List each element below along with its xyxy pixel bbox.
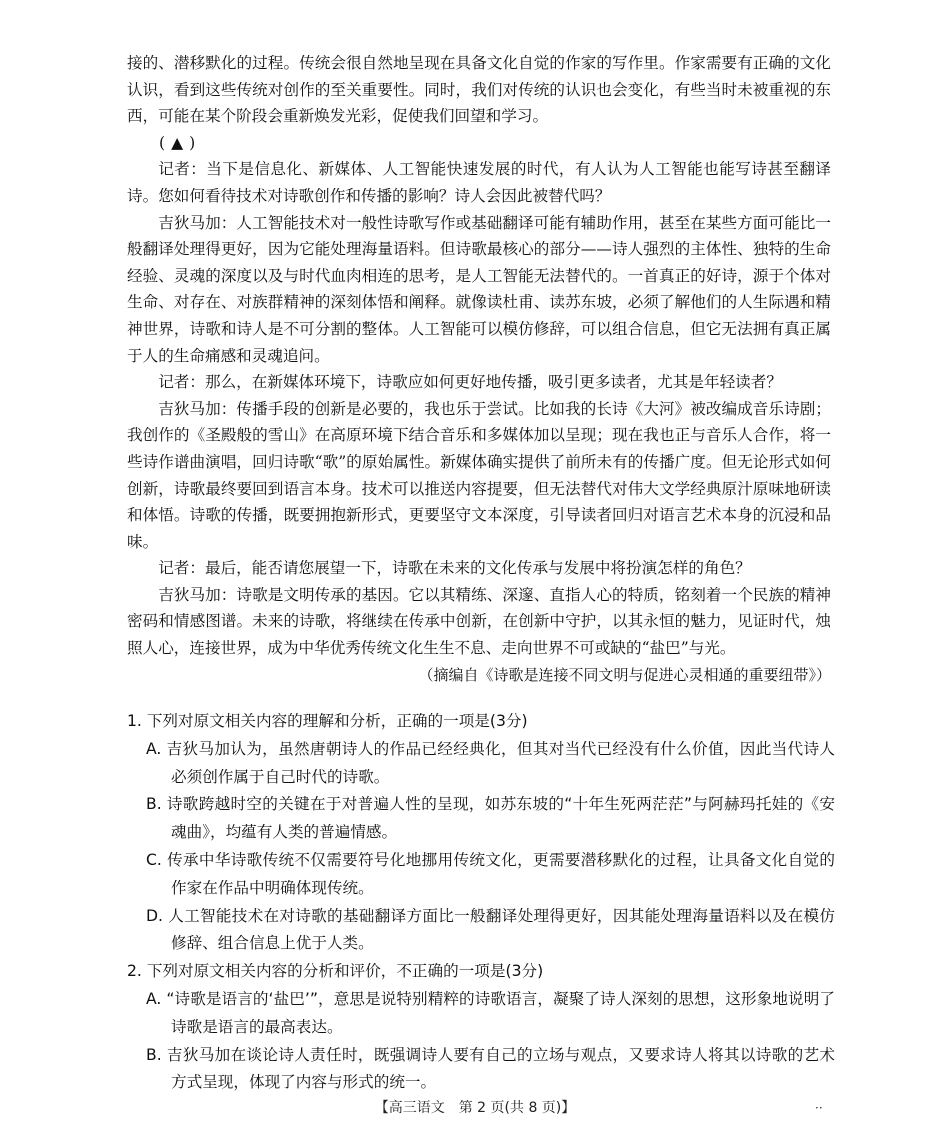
question-option: A. 吉狄马加认为，虽然唐朝诗人的作品已经经典化，但其对当代已经没有什么价值，因此当代诗人必须创作属于自己时代的诗歌。 <box>146 739 835 786</box>
blank-marker: (▲) <box>159 133 202 152</box>
dialogue-paragraph: 吉狄马加：传播手段的创新是必要的，我也乐于尝试。比如我的长诗《大河》被改编成音乐诗剧；我创作的《圣殿般的雪山》在高原环境下结合音乐和多媒体加以呈现；现在我也正与音乐人合作，将一些诗作谱曲演唱，回归诗歌“歌”的原始属性。新媒体确实提供了前所未有的传播广度。但无论形式如何创新，诗歌最终要回到语言本身。技术可以推送内容提要，但无法替代对伟大文学经典原汁原味地研读和体悟。诗歌的传播，既要拥抱新形式，更要坚守文本深度，引导读者回归对语言艺术本身的沉浸和品味。 <box>127 399 831 551</box>
source-citation: （摘编自《诗歌是连接不同文明与促进心灵相通的重要纽带》） <box>418 665 831 684</box>
dialogue-paragraph: 吉狄马加：人工智能技术对一般性诗歌写作或基础翻译可能有辅助作用，甚至在某些方面可能比一般翻译处理得更好，因为它能处理海量语料。但诗歌最核心的部分——诗人强烈的主体性、独特的生命经验、灵魂的深度以及与时代血肉相连的思考，是人工智能无法替代的。一首真正的好诗，源于个体对生命、对存在、对族群精神的深刻体悟和阐释。就像读杜甫、读苏东坡，必须了解他们的人生际遇和精神世界，诗歌和诗人是不可分割的整体。人工智能可以模仿修辞，可以组合信息，但它无法拥有真正属于人的生命痛感和灵魂追问。 <box>127 213 831 365</box>
dialogue-paragraph: 记者：最后，能否请您展望一下，诗歌在未来的文化传承与发展中将扮演怎样的角色？ <box>158 559 751 578</box>
question-option: A. “诗歌是语言的‘盐巴’”，意思是说特别精粹的诗歌语言，凝聚了诗人深刻的思想，这形象地说明了诗歌是语言的最高表达。 <box>146 989 835 1036</box>
question-stem: 2. 下列对原文相关内容的分析和评价，不正确的一项是(3分) <box>127 962 544 981</box>
paragraph: 接的、潜移默化的过程。传统会很自然地呈现在具备文化自觉的作家的写作里。作家需要有正确的文化认识，看到这些传统对创作的至关重要性。同时，我们对传统的认识也会变化，有些当时未被重视的东西，可能在某个阶段会重新焕发光彩，促使我们回望和学习。 <box>127 54 831 126</box>
dialogue-paragraph: 记者：那么，在新媒体环境下，诗歌应如何更好地传播，吸引更多读者，尤其是年轻读者？ <box>158 373 782 392</box>
question-option: B. 吉狄马加在谈论诗人责任时，既强调诗人要有自己的立场与观点，又要求诗人将其以诗歌的艺术方式呈现，体现了内容与形式的统一。 <box>146 1045 835 1092</box>
footer-mark: ·· <box>815 1101 823 1115</box>
reading-passage <box>127 50 831 688</box>
questions-section <box>127 708 835 1097</box>
question-option: C. 传承中华诗歌传统不仅需要符号化地挪用传统文化，更需要潜移默化的过程，让具备文化自觉的作家在作品中明确体现传统。 <box>146 850 835 897</box>
question-option: B. 诗歌跨越时空的关键在于对普遍人性的呈现，如苏东坡的“十年生死两茫茫”与阿赫玛托娃的《安魂曲》，均蕴有人类的普遍情感。 <box>146 795 835 842</box>
question-stem: 1. 下列对原文相关内容的理解和分析，正确的一项是(3分) <box>127 712 528 730</box>
question-option: D. 人工智能技术在对诗歌的基础翻译方面比一般翻译处理得更好，因其能处理海量语料以及在模仿修辞、组合信息上优于人类。 <box>146 906 835 953</box>
page-footer: 【高三语文 第 2 页(共 8 页)】 <box>374 1100 576 1116</box>
dialogue-paragraph: 记者：当下是信息化、新媒体、人工智能快速发展的时代，有人认为人工智能也能写诗甚至翻译诗。您如何看待技术对诗歌创作和传播的影响？诗人会因此被替代吗？ <box>127 160 831 205</box>
dialogue-paragraph: 吉狄马加：诗歌是文明传承的基因。它以其精练、深邃、直指人心的特质，铭刻着一个民族的精神密码和情感图谱。未来的诗歌，将继续在传承中创新，在创新中守护，以其永恒的魅力，见证时代，烛照人心，连接世界，成为中华优秀传统文化生生不息、走向世界不可或缺的“盐巴”与光。 <box>127 585 831 658</box>
